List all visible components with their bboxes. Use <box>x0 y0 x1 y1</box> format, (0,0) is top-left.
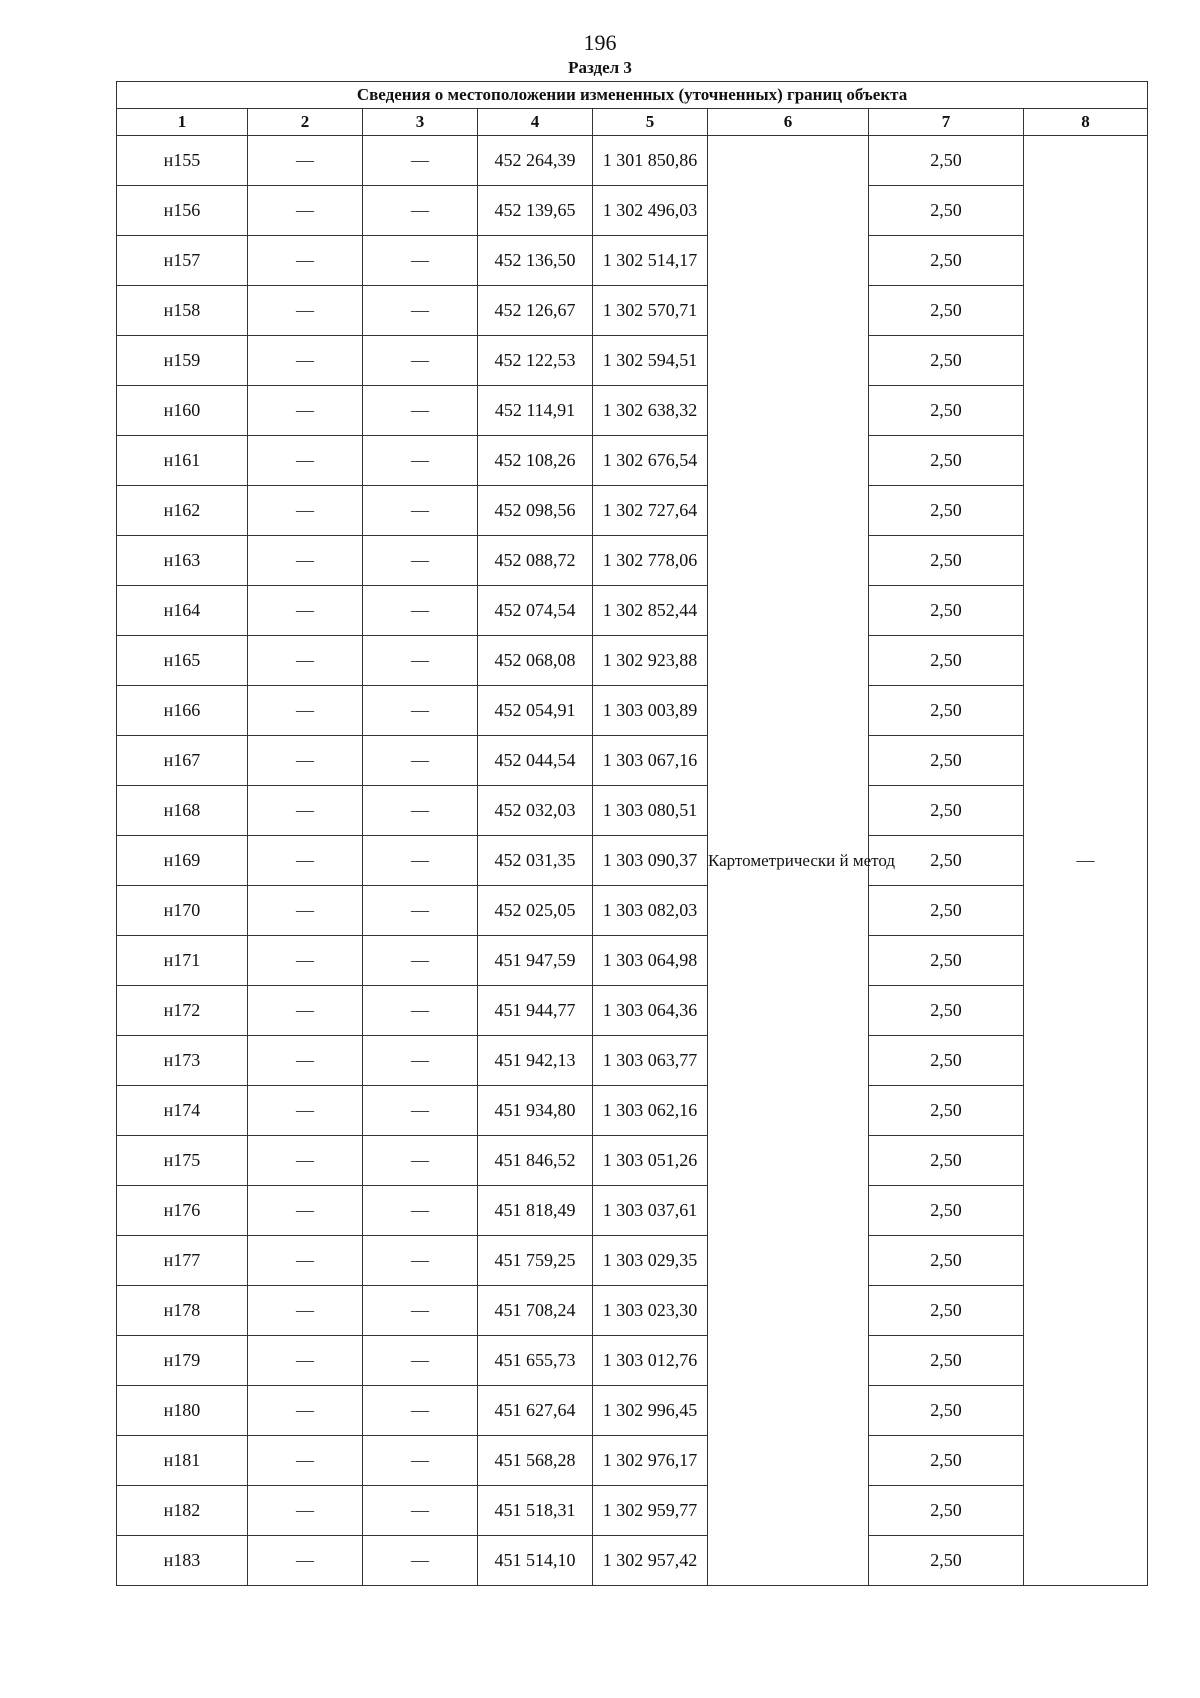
column-2-cell: — <box>248 1236 363 1286</box>
table-row <box>117 436 1148 486</box>
column-2-cell: — <box>248 136 363 186</box>
column-2-cell: — <box>248 636 363 686</box>
column-number: 8 <box>1024 109 1148 136</box>
y-coordinate-cell: 1 303 023,30 <box>593 1286 708 1336</box>
x-coordinate-cell: 451 514,10 <box>478 1536 593 1586</box>
column-3-cell: — <box>363 986 478 1036</box>
accuracy-cell: 2,50 <box>869 1186 1024 1236</box>
y-coordinate-cell: 1 302 594,51 <box>593 336 708 386</box>
column-3-cell: — <box>363 1236 478 1286</box>
x-coordinate-cell: 452 098,56 <box>478 486 593 536</box>
x-coordinate-cell: 451 518,31 <box>478 1486 593 1536</box>
column-8-cell: — <box>1024 136 1148 1586</box>
x-coordinate-cell: 451 947,59 <box>478 936 593 986</box>
point-name-cell: н181 <box>117 1436 248 1486</box>
x-coordinate-cell: 451 655,73 <box>478 1336 593 1386</box>
y-coordinate-cell: 1 303 064,98 <box>593 936 708 986</box>
table-row <box>117 936 1148 986</box>
accuracy-cell: 2,50 <box>869 286 1024 336</box>
table-row <box>117 1036 1148 1086</box>
accuracy-cell: 2,50 <box>869 736 1024 786</box>
table-row <box>117 486 1148 536</box>
point-name-cell: н161 <box>117 436 248 486</box>
point-name-cell: н171 <box>117 936 248 986</box>
table-row <box>117 386 1148 436</box>
y-coordinate-cell: 1 303 064,36 <box>593 986 708 1036</box>
x-coordinate-cell: 452 025,05 <box>478 886 593 936</box>
x-coordinate-cell: 452 139,65 <box>478 186 593 236</box>
y-coordinate-cell: 1 302 957,42 <box>593 1536 708 1586</box>
column-3-cell: — <box>363 886 478 936</box>
x-coordinate-cell: 452 032,03 <box>478 786 593 836</box>
accuracy-cell: 2,50 <box>869 936 1024 986</box>
column-2-cell: — <box>248 536 363 586</box>
accuracy-cell: 2,50 <box>869 186 1024 236</box>
table-row <box>117 236 1148 286</box>
column-3-cell: — <box>363 686 478 736</box>
column-2-cell: — <box>248 1336 363 1386</box>
column-3-cell: — <box>363 1436 478 1486</box>
table-row <box>117 1386 1148 1436</box>
column-2-cell: — <box>248 386 363 436</box>
accuracy-cell: 2,50 <box>869 986 1024 1036</box>
y-coordinate-cell: 1 303 029,35 <box>593 1236 708 1286</box>
y-coordinate-cell: 1 302 976,17 <box>593 1436 708 1486</box>
table-row <box>117 736 1148 786</box>
column-2-cell: — <box>248 1536 363 1586</box>
column-number: 1 <box>117 109 248 136</box>
column-3-cell: — <box>363 936 478 986</box>
point-name-cell: н167 <box>117 736 248 786</box>
column-3-cell: — <box>363 336 478 386</box>
y-coordinate-cell: 1 302 514,17 <box>593 236 708 286</box>
x-coordinate-cell: 451 934,80 <box>478 1086 593 1136</box>
x-coordinate-cell: 452 044,54 <box>478 736 593 786</box>
table-row <box>117 1236 1148 1286</box>
x-coordinate-cell: 452 088,72 <box>478 536 593 586</box>
x-coordinate-cell: 452 122,53 <box>478 336 593 386</box>
column-3-cell: — <box>363 186 478 236</box>
accuracy-cell: 2,50 <box>869 1386 1024 1436</box>
table-row <box>117 1186 1148 1236</box>
column-2-cell: — <box>248 736 363 786</box>
point-name-cell: н180 <box>117 1386 248 1436</box>
x-coordinate-cell: 452 126,67 <box>478 286 593 336</box>
table-caption: Сведения о местоположении измененных (уточненных) границ объекта <box>117 82 1148 109</box>
table-row <box>117 1286 1148 1336</box>
point-name-cell: н157 <box>117 236 248 286</box>
x-coordinate-cell: 451 568,28 <box>478 1436 593 1486</box>
accuracy-cell: 2,50 <box>869 486 1024 536</box>
table-row <box>117 1486 1148 1536</box>
accuracy-cell: 2,50 <box>869 236 1024 286</box>
point-name-cell: н162 <box>117 486 248 536</box>
y-coordinate-cell: 1 302 778,06 <box>593 536 708 586</box>
table-caption-row <box>117 82 1148 109</box>
column-3-cell: — <box>363 236 478 286</box>
accuracy-cell: 2,50 <box>869 386 1024 436</box>
y-coordinate-cell: 1 302 638,32 <box>593 386 708 436</box>
column-3-cell: — <box>363 486 478 536</box>
x-coordinate-cell: 451 942,13 <box>478 1036 593 1086</box>
x-coordinate-cell: 451 944,77 <box>478 986 593 1036</box>
column-3-cell: — <box>363 386 478 436</box>
x-coordinate-cell: 451 759,25 <box>478 1236 593 1286</box>
column-3-cell: — <box>363 1336 478 1386</box>
y-coordinate-cell: 1 303 080,51 <box>593 786 708 836</box>
column-3-cell: — <box>363 1086 478 1136</box>
point-name-cell: н159 <box>117 336 248 386</box>
y-coordinate-cell: 1 302 996,45 <box>593 1386 708 1436</box>
x-coordinate-cell: 451 708,24 <box>478 1286 593 1336</box>
boundary-coordinates-table <box>116 81 1148 1586</box>
table-row <box>117 286 1148 336</box>
table-row <box>117 836 1148 886</box>
table-row <box>117 586 1148 636</box>
point-name-cell: н165 <box>117 636 248 686</box>
accuracy-cell: 2,50 <box>869 636 1024 686</box>
column-3-cell: — <box>363 736 478 786</box>
table-row <box>117 1086 1148 1136</box>
accuracy-cell: 2,50 <box>869 136 1024 186</box>
column-number: 3 <box>363 109 478 136</box>
y-coordinate-cell: 1 303 003,89 <box>593 686 708 736</box>
table-body <box>117 136 1148 1586</box>
column-2-cell: — <box>248 1286 363 1336</box>
table-row <box>117 186 1148 236</box>
column-3-cell: — <box>363 636 478 686</box>
table-row <box>117 136 1148 186</box>
point-name-cell: н182 <box>117 1486 248 1536</box>
accuracy-cell: 2,50 <box>869 336 1024 386</box>
column-number: 5 <box>593 109 708 136</box>
column-2-cell: — <box>248 686 363 736</box>
x-coordinate-cell: 452 068,08 <box>478 636 593 686</box>
column-2-cell: — <box>248 186 363 236</box>
point-name-cell: н173 <box>117 1036 248 1086</box>
point-name-cell: н169 <box>117 836 248 886</box>
x-coordinate-cell: 452 136,50 <box>478 236 593 286</box>
table-row <box>117 886 1148 936</box>
column-2-cell: — <box>248 1136 363 1186</box>
column-3-cell: — <box>363 786 478 836</box>
point-name-cell: н170 <box>117 886 248 936</box>
point-name-cell: н155 <box>117 136 248 186</box>
column-3-cell: — <box>363 1136 478 1186</box>
column-2-cell: — <box>248 436 363 486</box>
column-number-row <box>117 109 1148 136</box>
column-2-cell: — <box>248 286 363 336</box>
accuracy-cell: 2,50 <box>869 1536 1024 1586</box>
point-name-cell: н178 <box>117 1286 248 1336</box>
point-name-cell: н158 <box>117 286 248 336</box>
y-coordinate-cell: 1 303 012,76 <box>593 1336 708 1386</box>
y-coordinate-cell: 1 302 852,44 <box>593 586 708 636</box>
accuracy-cell: 2,50 <box>869 686 1024 736</box>
x-coordinate-cell: 452 074,54 <box>478 586 593 636</box>
column-3-cell: — <box>363 286 478 336</box>
column-2-cell: — <box>248 1036 363 1086</box>
x-coordinate-cell: 452 031,35 <box>478 836 593 886</box>
column-2-cell: — <box>248 786 363 836</box>
point-name-cell: н160 <box>117 386 248 436</box>
accuracy-cell: 2,50 <box>869 836 1024 886</box>
column-2-cell: — <box>248 486 363 536</box>
table-row <box>117 1336 1148 1386</box>
y-coordinate-cell: 1 303 067,16 <box>593 736 708 786</box>
y-coordinate-cell: 1 302 923,88 <box>593 636 708 686</box>
point-name-cell: н177 <box>117 1236 248 1286</box>
accuracy-cell: 2,50 <box>869 1086 1024 1136</box>
point-name-cell: н183 <box>117 1536 248 1586</box>
column-3-cell: — <box>363 586 478 636</box>
column-2-cell: — <box>248 936 363 986</box>
table-row <box>117 636 1148 686</box>
column-3-cell: — <box>363 1486 478 1536</box>
column-3-cell: — <box>363 1186 478 1236</box>
column-number: 4 <box>478 109 593 136</box>
accuracy-cell: 2,50 <box>869 586 1024 636</box>
accuracy-cell: 2,50 <box>869 1036 1024 1086</box>
accuracy-cell: 2,50 <box>869 1286 1024 1336</box>
accuracy-cell: 2,50 <box>869 786 1024 836</box>
x-coordinate-cell: 452 108,26 <box>478 436 593 486</box>
accuracy-cell: 2,50 <box>869 1136 1024 1186</box>
y-coordinate-cell: 1 303 051,26 <box>593 1136 708 1186</box>
y-coordinate-cell: 1 303 062,16 <box>593 1086 708 1136</box>
point-name-cell: н174 <box>117 1086 248 1136</box>
column-number: 7 <box>869 109 1024 136</box>
y-coordinate-cell: 1 303 037,61 <box>593 1186 708 1236</box>
point-name-cell: н172 <box>117 986 248 1036</box>
y-coordinate-cell: 1 303 082,03 <box>593 886 708 936</box>
method-cell: Картометрически й метод <box>708 136 869 1586</box>
column-2-cell: — <box>248 236 363 286</box>
column-2-cell: — <box>248 836 363 886</box>
column-2-cell: — <box>248 586 363 636</box>
column-2-cell: — <box>248 1086 363 1136</box>
y-coordinate-cell: 1 302 496,03 <box>593 186 708 236</box>
column-2-cell: — <box>248 986 363 1036</box>
x-coordinate-cell: 452 114,91 <box>478 386 593 436</box>
table-row <box>117 786 1148 836</box>
y-coordinate-cell: 1 303 063,77 <box>593 1036 708 1086</box>
column-3-cell: — <box>363 836 478 886</box>
column-3-cell: — <box>363 1286 478 1336</box>
table-row <box>117 1536 1148 1586</box>
column-2-cell: — <box>248 1186 363 1236</box>
accuracy-cell: 2,50 <box>869 1236 1024 1286</box>
column-2-cell: — <box>248 886 363 936</box>
point-name-cell: н179 <box>117 1336 248 1386</box>
point-name-cell: н168 <box>117 786 248 836</box>
point-name-cell: н176 <box>117 1186 248 1236</box>
accuracy-cell: 2,50 <box>869 1486 1024 1536</box>
y-coordinate-cell: 1 302 676,54 <box>593 436 708 486</box>
column-2-cell: — <box>248 1486 363 1536</box>
table-row <box>117 686 1148 736</box>
column-3-cell: — <box>363 1386 478 1436</box>
table-row <box>117 1436 1148 1486</box>
point-name-cell: н164 <box>117 586 248 636</box>
point-name-cell: н156 <box>117 186 248 236</box>
point-name-cell: н163 <box>117 536 248 586</box>
table-row <box>117 986 1148 1036</box>
x-coordinate-cell: 451 846,52 <box>478 1136 593 1186</box>
column-3-cell: — <box>363 1536 478 1586</box>
point-name-cell: н175 <box>117 1136 248 1186</box>
accuracy-cell: 2,50 <box>869 1336 1024 1386</box>
y-coordinate-cell: 1 301 850,86 <box>593 136 708 186</box>
column-3-cell: — <box>363 436 478 486</box>
column-3-cell: — <box>363 536 478 586</box>
table-row <box>117 336 1148 386</box>
point-name-cell: н166 <box>117 686 248 736</box>
table-row <box>117 536 1148 586</box>
column-2-cell: — <box>248 1436 363 1486</box>
section-title: Раздел 3 <box>568 58 632 77</box>
x-coordinate-cell: 451 818,49 <box>478 1186 593 1236</box>
x-coordinate-cell: 452 264,39 <box>478 136 593 186</box>
column-2-cell: — <box>248 1386 363 1436</box>
y-coordinate-cell: 1 302 570,71 <box>593 286 708 336</box>
y-coordinate-cell: 1 302 727,64 <box>593 486 708 536</box>
column-2-cell: — <box>248 336 363 386</box>
y-coordinate-cell: 1 302 959,77 <box>593 1486 708 1536</box>
column-3-cell: — <box>363 1036 478 1086</box>
page-number: 196 <box>583 30 617 55</box>
x-coordinate-cell: 451 627,64 <box>478 1386 593 1436</box>
column-3-cell: — <box>363 136 478 186</box>
column-number: 2 <box>248 109 363 136</box>
x-coordinate-cell: 452 054,91 <box>478 686 593 736</box>
accuracy-cell: 2,50 <box>869 1436 1024 1486</box>
accuracy-cell: 2,50 <box>869 536 1024 586</box>
accuracy-cell: 2,50 <box>869 886 1024 936</box>
column-number: 6 <box>708 109 869 136</box>
accuracy-cell: 2,50 <box>869 436 1024 486</box>
y-coordinate-cell: 1 303 090,37 <box>593 836 708 886</box>
table-row <box>117 1136 1148 1186</box>
